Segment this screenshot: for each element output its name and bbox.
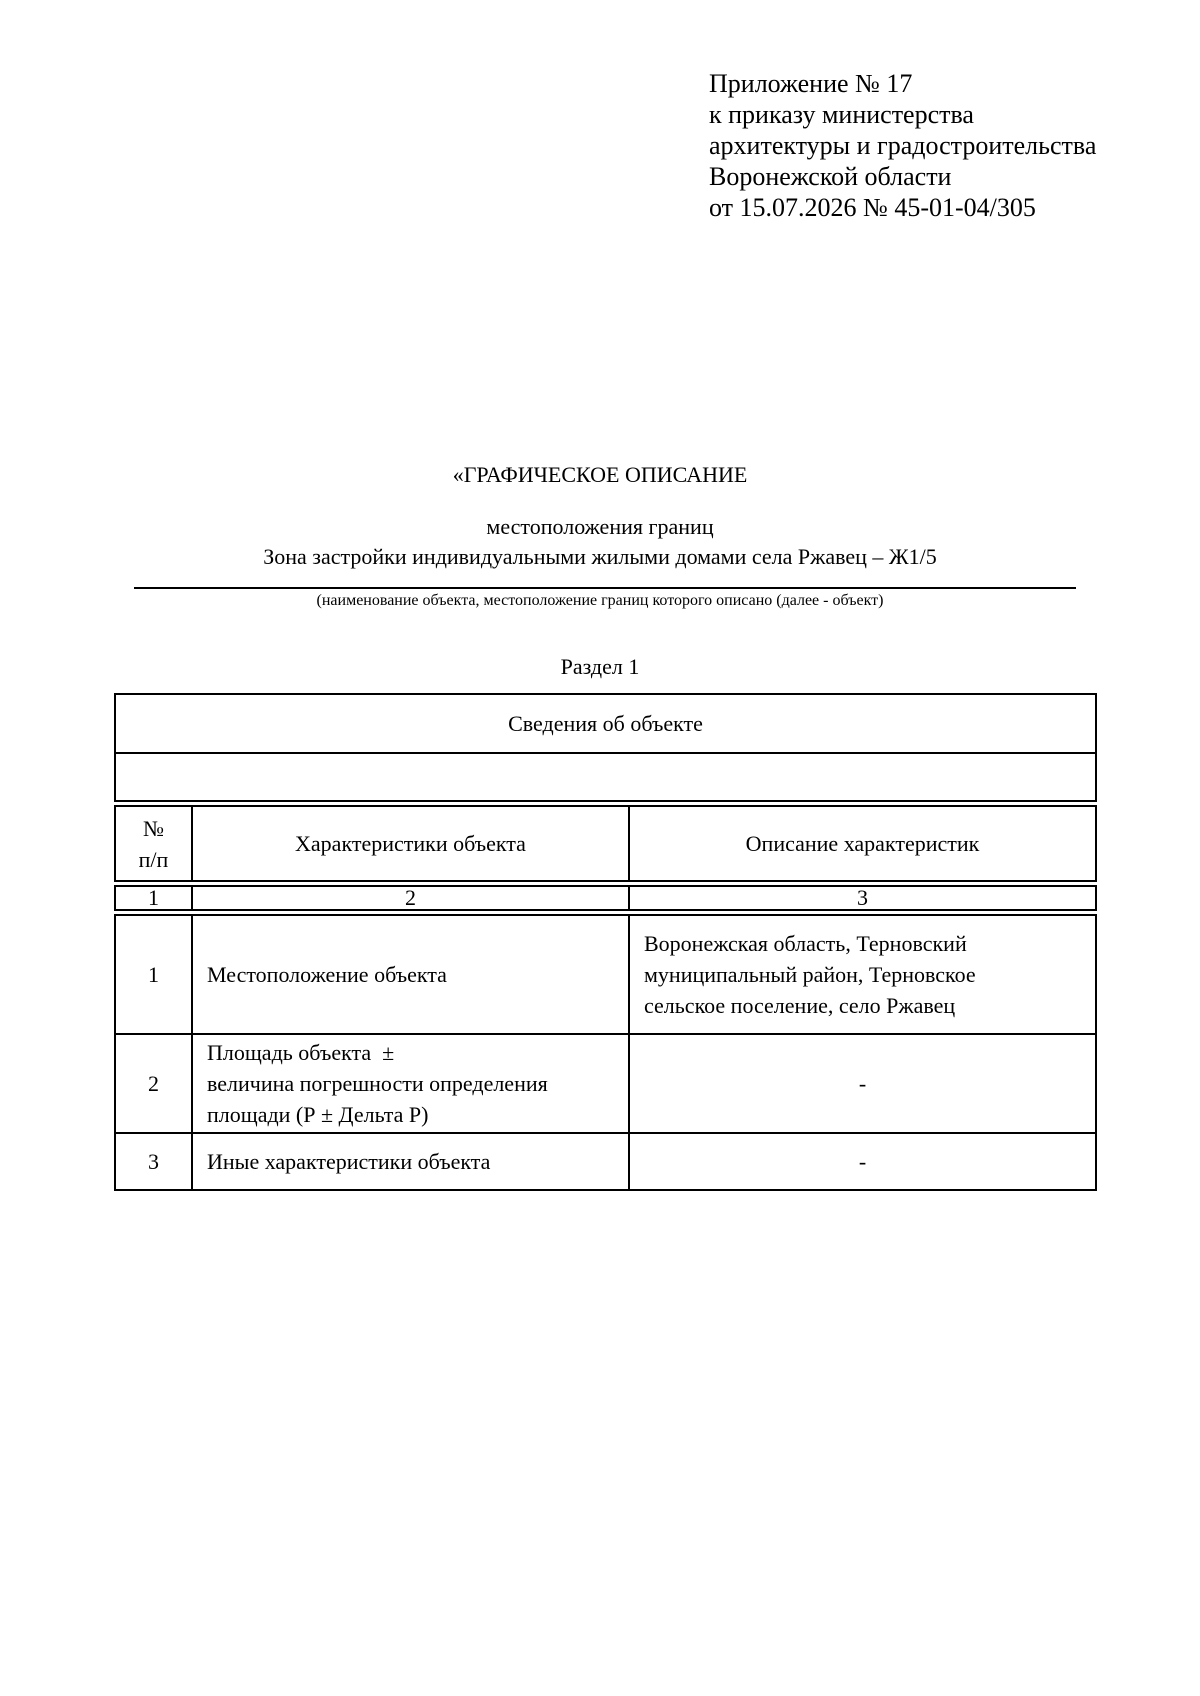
object-name-caption: (наименование объекта, местоположение границ которого описано (далее - объект): [316, 592, 884, 609]
row-characteristic-line: величина погрешности определения: [207, 1071, 548, 1096]
header-description: Описание характеристик: [629, 806, 1096, 881]
table-title-row: [115, 694, 1096, 753]
row-characteristic: [192, 915, 629, 1034]
table-empty-cell: [115, 753, 1096, 801]
table-empty-row: [115, 753, 1096, 801]
row-characteristic: [192, 1034, 629, 1133]
row-characteristic-line: Иные характеристики объекта: [207, 1149, 491, 1174]
document-subtitle: местоположения границ: [486, 514, 714, 539]
column-number: 2: [192, 886, 629, 910]
table-header-row: [115, 806, 1096, 881]
table-title: Сведения об объекте: [115, 694, 1096, 753]
row-description: [629, 1133, 1096, 1190]
row-description-line: -: [858, 1149, 867, 1174]
row-num: 2: [115, 1034, 192, 1133]
header-characteristics: Характеристики объекта: [192, 806, 629, 881]
document-title: «ГРАФИЧЕСКОЕ ОПИСАНИЕ: [452, 462, 748, 487]
object-info-table: [114, 693, 1097, 1191]
section-heading: Раздел 1: [560, 654, 640, 679]
header-num-line: №: [143, 815, 164, 841]
row-characteristic-line: Площадь объекта ±: [207, 1040, 395, 1065]
appendix-block: [709, 68, 1096, 223]
row-description-line: сельское поселение, село Ржавец: [644, 993, 956, 1018]
appendix-line: от 15.07.2026 № 45-01-04/305: [709, 193, 1036, 222]
row-description: [629, 915, 1096, 1034]
column-number-row: [115, 886, 1096, 910]
header-num: [115, 806, 192, 881]
row-characteristic-line: площади (Р ± Дельта Р): [207, 1102, 429, 1127]
object-name: Зона застройки индивидуальными жилыми домами села Ржавец – Ж1/5: [263, 544, 937, 569]
row-description-line: муниципальный район, Терновское: [644, 962, 976, 987]
row-num: 1: [115, 915, 192, 1034]
table-row: [115, 1133, 1096, 1190]
row-description: [629, 1034, 1096, 1133]
row-characteristic: [192, 1133, 629, 1190]
column-number: 1: [115, 886, 192, 910]
row-num: 3: [115, 1133, 192, 1190]
header-num-line: п/п: [138, 846, 169, 872]
object-info-table-wrapper: [114, 693, 1095, 1191]
object-name-underline: [134, 587, 1076, 589]
column-number: 3: [629, 886, 1096, 910]
table-row: [115, 915, 1096, 1034]
appendix-line: архитектуры и градостроительства: [709, 131, 1097, 160]
appendix-line: Воронежской области: [709, 162, 952, 191]
appendix-line: Приложение № 17: [709, 69, 913, 98]
row-description-line: -: [858, 1071, 867, 1096]
row-characteristic-line: Местоположение объекта: [207, 962, 447, 987]
row-description-line: Воронежская область, Терновский: [644, 931, 967, 956]
table-row: [115, 1034, 1096, 1133]
appendix-line: к приказу министерства: [709, 100, 974, 129]
